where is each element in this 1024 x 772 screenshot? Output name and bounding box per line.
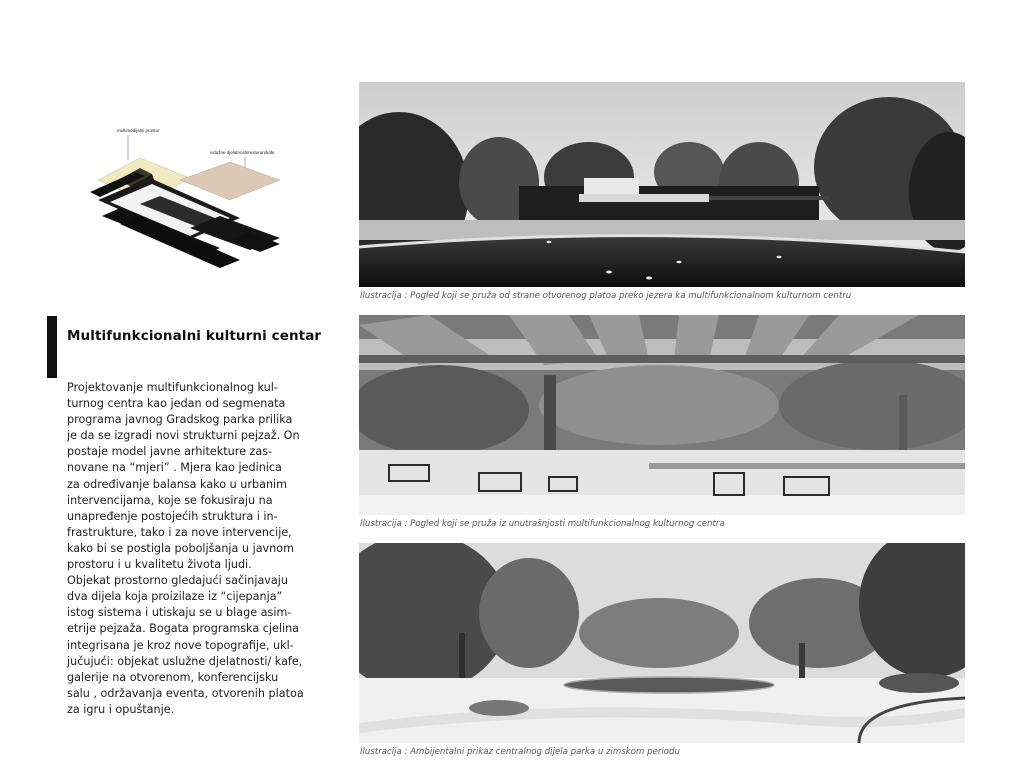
body-line: Projektovanje multifunkcionalnog kul- — [67, 381, 278, 394]
body-line: salu , održavanja eventa, otvorenih platoa — [67, 686, 304, 700]
interior-view-render — [359, 315, 965, 515]
illustration-caption: Ilustracija : Pogled koji se pruža iz unutrašnjosti multifunkcionalnog kulturnog centra — [360, 519, 725, 529]
illustration-caption: Ilustracija : Pogled koji se pruža od strane otvorenog platoa preko jezera ka multifunkcionalnom kulturnom centru — [360, 291, 852, 301]
body-line: galerije na otvorenom, konferencijsku — [67, 670, 279, 684]
illustration-caption: Ilustracija : Ambijentalni prikaz centralnog dijela parka u zimskom periodu — [360, 747, 680, 757]
body-line: programa javnog Gradskog parka prilika — [67, 413, 293, 427]
body-line: za određivanje balansa kako u urbanim — [67, 477, 288, 491]
body-line: jučujući: objekat uslužne djelatnosti/ kafe, — [67, 654, 303, 668]
body-line: unapređenje postojećih struktura i in- — [67, 509, 278, 523]
body-line: je da se izgradi novi strukturni pejzaž. On — [67, 429, 300, 443]
section-body — [67, 380, 337, 718]
illustration-lake-view — [359, 82, 965, 287]
body-line: za igru i opuštanje. — [67, 702, 175, 716]
label-multimedia: multimedijalni prostor — [117, 128, 160, 133]
body-line: etrije pejzaža. Bogata programska cjelina — [67, 622, 300, 636]
body-line: novane na “mjeri” . Mjera kao jedinica — [67, 461, 282, 475]
winter-park-render — [359, 543, 965, 743]
section-title: Multifunkcionalni kulturni centar — [67, 328, 322, 344]
body-line: frastrukture, tako i za nove intervencije, — [67, 525, 292, 539]
illustration-interior-view — [359, 315, 965, 515]
body-line: istog sistema i utiskaju se u blage asim- — [67, 606, 292, 620]
title-accent-bar — [47, 316, 57, 378]
lake-view-render — [359, 82, 965, 287]
body-line: postaje model javne arhitekture zas- — [67, 445, 273, 459]
axonometric-diagram — [80, 120, 310, 275]
body-line: intervencijama, koje se fokusiraju na — [67, 493, 273, 507]
body-line: integrisana je kroz nove topografije, ukl- — [67, 638, 294, 652]
body-line: dva dijela koja proizilaze iz “cijepanja” — [67, 590, 283, 604]
body-line: Objekat prostorno gledajući sačinjavaju — [67, 574, 288, 588]
axonometric-drawing — [80, 120, 310, 275]
body-line: prostoru i u kvalitetu života ljudi. — [67, 558, 252, 572]
label-restaurant: uslužne djelatnosti/restoran/kafe — [210, 150, 275, 155]
body-line: kako bi se postigla poboljšanja u javnom — [67, 541, 295, 555]
illustration-winter-park — [359, 543, 965, 743]
body-line: turnog centra kao jedan od segmenata — [67, 397, 286, 411]
